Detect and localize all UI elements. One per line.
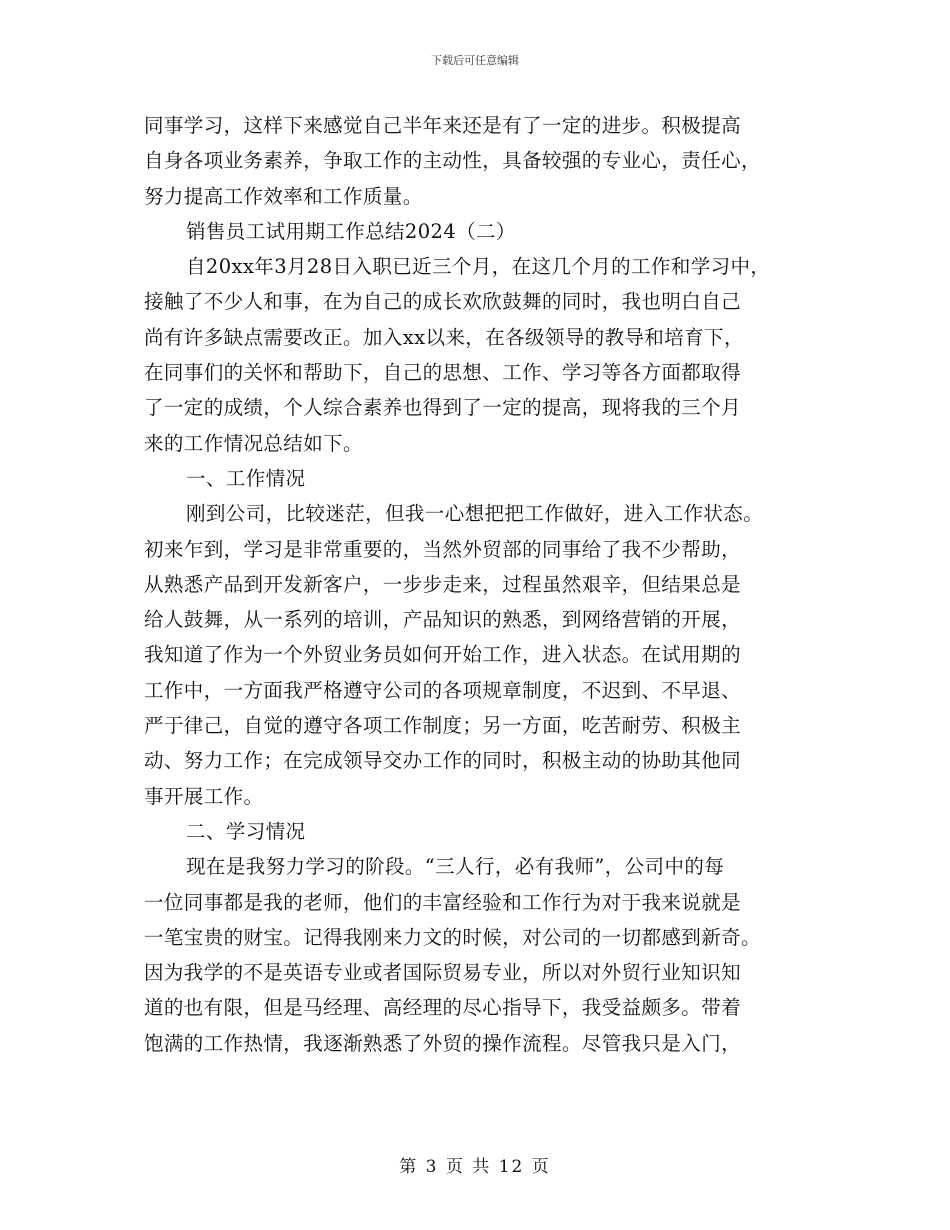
document-body: [144, 108, 844, 1061]
page-footer: 第 3 页 共 12 页: [399, 1157, 551, 1177]
text-line: 努力提高工作效率和工作质量。: [144, 184, 423, 208]
text-line: 给人鼓舞，从一系列的培训，产品知识的熟悉，到网络营销的开展，: [144, 608, 742, 632]
text-line: 道的也有限，但是马经理、高经理的尽心指导下，我受益颇多。带着: [144, 996, 742, 1020]
text-line: 在同事们的关怀和帮助下，自己的思想、工作、学习等各方面都取得: [144, 361, 742, 385]
text-line: 初来乍到，学习是非常重要的，当然外贸部的同事给了我不少帮助，: [144, 537, 742, 561]
text-line: 事开展工作。: [144, 784, 264, 808]
text-line: 二、学习情况: [186, 819, 306, 843]
text-line: 一、工作情况: [186, 466, 306, 490]
text-line: 从熟悉产品到开发新客户，一步步走来，过程虽然艰辛，但结果总是: [144, 572, 742, 596]
text-line: 工作中，一方面我严格遵守公司的各项规章制度，不迟到、不早退、: [144, 678, 742, 702]
text-line: 饱满的工作热情，我逐渐熟悉了外贸的操作流程。尽管我只是入门，: [144, 1031, 742, 1055]
text-line: 因为我学的不是英语专业或者国际贸易专业，所以对外贸行业知识知: [144, 961, 742, 985]
page-header: 下载后可任意编辑: [431, 54, 519, 67]
text-line: 现在是我努力学习的阶段。“三人行，必有我师”，公司中的每: [186, 855, 725, 879]
text-line: 严于律己，自觉的遵守各项工作制度；另一方面，吃苦耐劳、积极主: [144, 714, 742, 738]
text-line: 同事学习，这样下来感觉自己半年来还是有了一定的进步。积极提高: [144, 114, 742, 137]
text-line: 尚有许多缺点需要改正。加入xx以来，在各级领导的教导和培育下，: [144, 325, 744, 349]
text-line: 一笔宝贵的财宝。记得我刚来力文的时候，对公司的一切都感到新奇。: [144, 925, 761, 949]
text-line: 自身各项业务素养，争取工作的主动性，具备较强的专业心，责任心，: [144, 149, 761, 173]
text-line: 接触了不少人和事，在为自己的成长欢欣鼓舞的同时，我也明白自己: [144, 290, 742, 314]
text-line: 销售员工试用期工作总结2024（二）: [186, 219, 516, 243]
text-line: 一位同事都是我的老师，他们的丰富经验和工作行为对于我来说就是: [144, 890, 742, 914]
text-line: 动、努力工作；在完成领导交办工作的同时，积极主动的协助其他同: [144, 749, 742, 773]
text-line: 刚到公司，比较迷茫，但我一心想把把工作做好，进入工作状态。: [186, 502, 764, 526]
text-line: 自20xx年3月28日入职已近三个月，在这几个月的工作和学习中，: [186, 255, 771, 279]
text-line: 了一定的成绩，个人综合素养也得到了一定的提高，现将我的三个月: [144, 396, 742, 420]
text-line: 我知道了作为一个外贸业务员如何开始工作，进入状态。在试用期的: [144, 643, 742, 667]
text-line: 来的工作情况总结如下。: [144, 431, 363, 455]
